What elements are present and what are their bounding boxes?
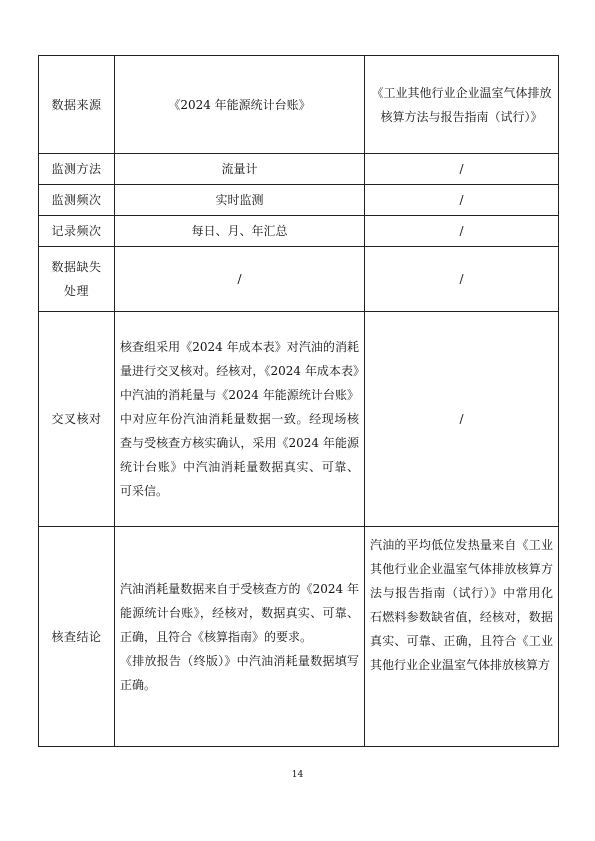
- data-source-reference: 《工业其他行业企业温室气体排放核算方法与报告指南（试行）》: [365, 56, 559, 154]
- table-row-missing-data: [39, 247, 559, 312]
- monitor-frequency-value: 实时监测: [115, 185, 365, 216]
- conclusion-text: [115, 527, 365, 747]
- table-row-cross-check: [39, 312, 559, 527]
- row-label-conclusion: 核查结论: [39, 527, 115, 747]
- record-frequency-value: 每日、月、年汇总: [115, 216, 365, 247]
- conclusion-paragraph-1: 汽油消耗量数据来自于受核查方的《2024 年能源统计台账》，经核对，数据真实、可靠、正确，且符合《核算指南》的要求。: [120, 581, 359, 644]
- row-label-missing-line1: 数据缺失: [51, 260, 102, 274]
- row-label-record-frequency: 记录频次: [39, 216, 115, 247]
- cross-check-reference: /: [365, 312, 559, 527]
- table-row-conclusion: [39, 527, 559, 747]
- missing-data-value: /: [115, 247, 365, 312]
- data-source-value: 《2024 年能源统计台账》: [115, 56, 365, 154]
- monitor-frequency-reference: /: [365, 185, 559, 216]
- conclusion-reference: 汽油的平均低位发热量来自《工业其他行业企业温室气体排放核算方法与报告指南（试行）》中常用化石燃料参数缺省值，经核对，数据真实、可靠、正确，且符合《工业其他行业企业温室气体排放核算方: [365, 527, 559, 747]
- row-label-monitor-method: 监测方法: [39, 154, 115, 185]
- row-label-data-source: 数据来源: [39, 56, 115, 154]
- row-label-missing-data: [39, 247, 115, 312]
- table-row-record-frequency: [39, 216, 559, 247]
- page-number: 14: [291, 770, 304, 780]
- row-label-monitor-frequency: 监测频次: [39, 185, 115, 216]
- row-label-cross-check: 交叉核对: [39, 312, 115, 527]
- row-label-missing-line2: 处理: [63, 284, 89, 298]
- table-row-monitor-method: [39, 154, 559, 185]
- verification-table: [38, 55, 559, 747]
- monitor-method-value: 流量计: [115, 154, 365, 185]
- table-row-data-source: [39, 56, 559, 154]
- cross-check-text: 核查组采用《2024 年成本表》对汽油的消耗量进行交叉核对。经核对，《2024 年成本表》中汽油的消耗量与《2024 年能源统计台账》中对应年份汽油消耗量数据一致。经现场核查与受核查方核实确认，采用《2024 年能源统计台账》中汽油消耗量数据真实、可靠、可采信。: [115, 312, 365, 527]
- record-frequency-reference: /: [365, 216, 559, 247]
- monitor-method-reference: /: [365, 154, 559, 185]
- conclusion-paragraph-2: 《排放报告（终版）》中汽油消耗量数据填写正确。: [120, 653, 359, 692]
- missing-data-reference: /: [365, 247, 559, 312]
- table-row-monitor-frequency: [39, 185, 559, 216]
